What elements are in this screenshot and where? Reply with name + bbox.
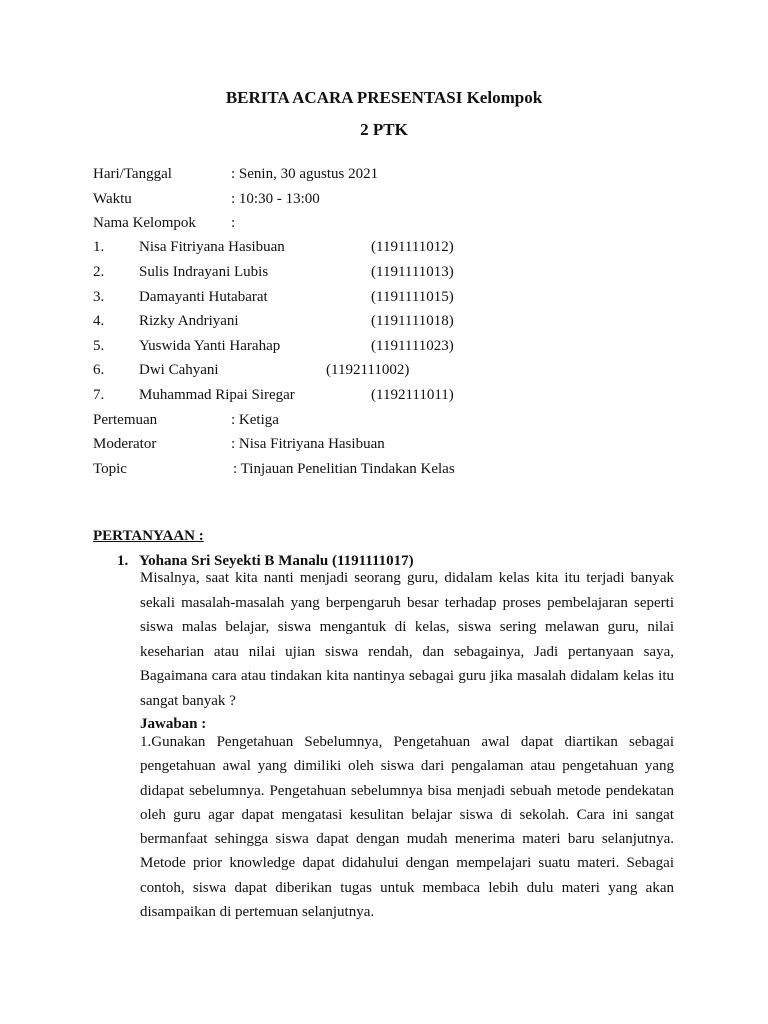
member-nim: (1191111015) <box>371 289 454 305</box>
member-number: 3. <box>93 289 105 305</box>
section-title-pertanyaan: PERTANYAAN : <box>93 528 204 544</box>
question-text: Misalnya, saat kita nanti menjadi seorang guru, didalam kelas kita itu terjadi banyak sekali masalah-masalah yang berpengaruh besar terhadap proses pembelajaran seperti siswa malas belajar, siswa mengantuk di kelas, siswa sering melawan guru, nilai keseharian atau nilai ujian siswa rendah, dan sebagainya, Jadi pertanyaan saya, Bagaimana cara atau tindakan kita nantinya sebagai guru jika masalah didalam kelas itu sangat banyak ? <box>140 570 674 709</box>
waktu-value: : 10:30 - 13:00 <box>231 191 320 207</box>
member-number: 1. <box>93 239 105 255</box>
member-number: 4. <box>93 313 105 329</box>
pertemuan-label: Pertemuan <box>93 412 158 428</box>
member-name: Rizky Andriyani <box>139 313 239 329</box>
member-number: 6. <box>93 362 105 378</box>
kelompok-label: Nama Kelompok <box>93 215 196 231</box>
topic-label: Topic <box>93 461 127 477</box>
title-line-1: BERITA ACARA PRESENTASI Kelompok <box>225 88 543 107</box>
title-line-2: 2 PTK <box>360 120 408 139</box>
member-nim: (1192111002) <box>326 362 410 378</box>
member-nim: (1191111012) <box>371 239 454 255</box>
hari-label: Hari/Tanggal <box>93 166 172 182</box>
member-number: 7. <box>93 387 105 403</box>
member-name: Damayanti Hutabarat <box>139 289 268 305</box>
member-name: Muhammad Ripai Siregar <box>139 387 295 403</box>
member-name: Nisa Fitriyana Hasibuan <box>139 239 285 255</box>
answer-label: Jawaban : <box>140 716 207 732</box>
question-asker: Yohana Sri Seyekti B Manalu (1191111017) <box>139 553 414 569</box>
member-name: Dwi Cahyani <box>139 362 219 378</box>
kelompok-value: : <box>231 215 236 231</box>
hari-value: : Senin, 30 agustus 2021 <box>231 166 379 182</box>
member-nim: (1191111018) <box>371 313 454 329</box>
moderator-label: Moderator <box>93 436 157 452</box>
member-number: 5. <box>93 338 105 354</box>
member-name: Yuswida Yanti Harahap <box>139 338 281 354</box>
member-nim: (1191111013) <box>371 264 454 280</box>
moderator-value: : Nisa Fitriyana Hasibuan <box>231 436 385 452</box>
pertemuan-value: : Ketiga <box>231 412 279 428</box>
waktu-label: Waktu <box>93 191 132 207</box>
topic-value: : Tinjauan Penelitian Tindakan Kelas <box>233 461 455 477</box>
member-number: 2. <box>93 264 105 280</box>
answer-text: 1.Gunakan Pengetahuan Sebelumnya, Pengetahuan awal dapat diartikan sebagai pengetahuan awal yang dimiliki oleh siswa dari pengalaman atau pengetahuan yang didapat sebelumnya. Pengetahuan sebelumnya bisa menjadi sebuah metode pendekatan oleh guru agar dapat mengatasi kesulitan belajar siswa di sekolah. Cara ini sangat bermanfaat sehingga siswa dapat dengan mudah menerima materi baru selanjutnya. Metode prior knowledge dapat didahului dengan mempelajari suatu materi. Sebagai contoh, siswa dapat diberikan tugas untuk membaca lebih dulu materi yang akan disampaikan di pertemuan selanjutnya. <box>140 734 674 921</box>
member-nim: (1192111011) <box>371 387 454 403</box>
member-nim: (1191111023) <box>371 338 454 354</box>
question-number: 1. <box>117 553 129 569</box>
member-name: Sulis Indrayani Lubis <box>139 264 269 280</box>
